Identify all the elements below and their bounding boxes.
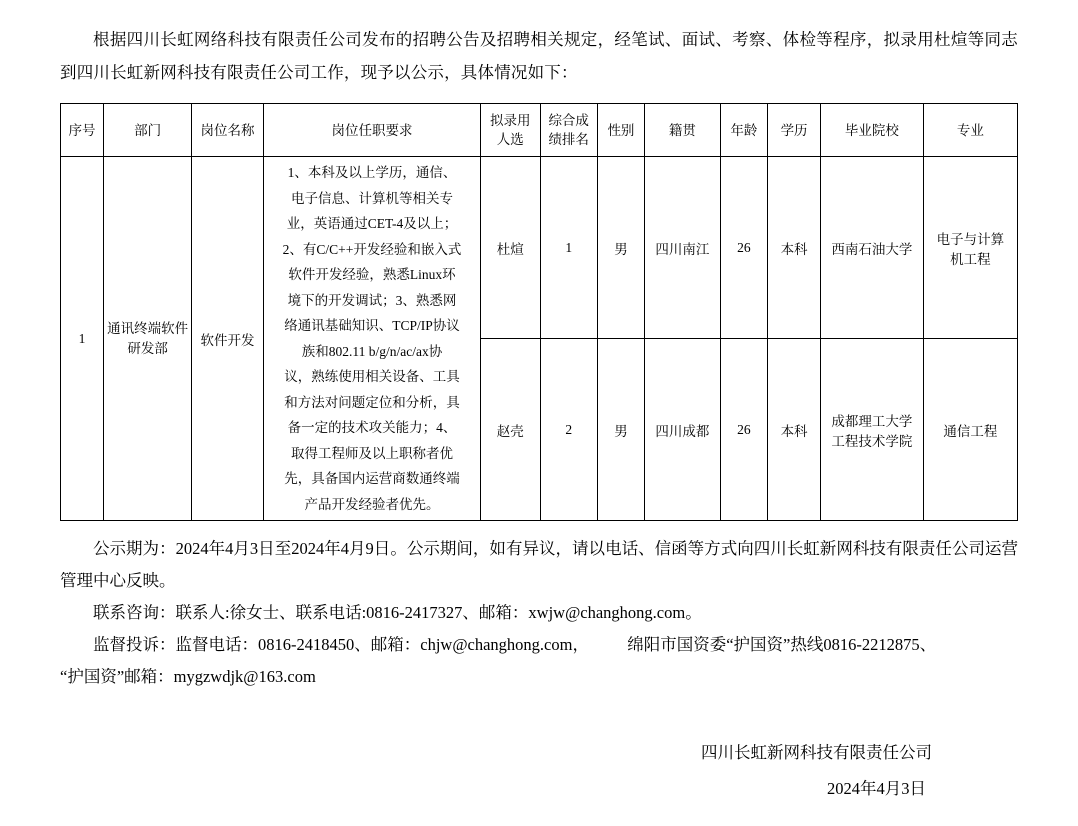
cell-sex: 男 xyxy=(597,339,644,521)
cell-rank: 2 xyxy=(540,339,597,521)
notice-contact: 联系咨询：联系人:徐女士、联系电话:0816-2417327、邮箱：xwjw@changhong.com。 xyxy=(93,603,702,622)
req-line: 2、有C/C++开发经验和嵌入式 xyxy=(282,241,462,257)
cell-native: 四川成都 xyxy=(645,339,721,521)
req-line: 议，熟练使用相关设备、工具 xyxy=(284,369,460,384)
notice-supervise-mail: “护国资”邮箱：mygzwdjk@163.com xyxy=(60,667,316,686)
col-header-sex: 性别 xyxy=(597,104,644,157)
col-header-post: 岗位名称 xyxy=(192,104,264,157)
cell-major-line2: 机工程 xyxy=(950,251,991,267)
col-header-requirement: 岗位任职要求 xyxy=(263,104,480,157)
col-header-seq: 序号 xyxy=(61,104,104,157)
cell-dept-text: 通讯终端软件研发部 xyxy=(107,320,189,356)
req-line: 和方法对问题定位和分析，具 xyxy=(284,394,460,410)
col-header-rank-line2: 绩排名 xyxy=(548,132,589,147)
notice-supervise xyxy=(60,629,1018,661)
cell-major xyxy=(923,157,1017,339)
cell-school: 西南石油大学 xyxy=(821,157,923,339)
cell-school-line1: 成都理工大学 xyxy=(831,413,913,429)
req-line: 族和802.11 b/g/n/ac/ax协 xyxy=(301,343,443,359)
signature-date: 2024年4月3日 xyxy=(827,779,926,798)
notice-period: 公示期为：2024年4月3日至2024年4月9日。公示期间，如有异议，请以电话、信函等方式向四川长虹新网科技有限责任公司运营管理中心反映。 xyxy=(60,539,1018,590)
cell-dept xyxy=(104,157,192,521)
cell-native: 四川南江 xyxy=(645,157,721,339)
cell-major-line1: 电子与计算 xyxy=(936,231,1005,247)
req-line: 取得工程师及以上职称者优 xyxy=(290,445,453,461)
req-line: 境下的开发调试；3、熟悉网 xyxy=(287,292,457,308)
req-line: 络通讯基础知识、TCP/IP协议 xyxy=(284,318,460,333)
cell-seq: 1 xyxy=(61,157,104,521)
cell-requirement xyxy=(263,157,480,521)
col-header-candidate-line2: 人选 xyxy=(496,132,524,147)
req-line: 软件开发经验，熟悉Linux环 xyxy=(288,267,456,282)
req-line: 先，具备国内运营商数通终端 xyxy=(284,471,460,486)
cell-major: 通信工程 xyxy=(923,339,1017,521)
req-line: 电子信息、计算机等相关专 xyxy=(290,190,453,206)
col-header-education: 学历 xyxy=(767,104,820,157)
col-header-dept: 部门 xyxy=(104,104,192,157)
cell-sex: 男 xyxy=(597,157,644,339)
req-line: 1、本科及以上学历，通信、 xyxy=(287,165,457,180)
col-header-rank-line1: 综合成 xyxy=(548,113,589,128)
notice-supervise-line2: 绵阳市国资委“护国资”热线0816-2212875、 xyxy=(627,635,937,654)
col-header-school: 毕业院校 xyxy=(821,104,923,157)
signature-block xyxy=(60,735,1018,807)
col-header-native: 籍贯 xyxy=(645,104,721,157)
intro-paragraph: 根据四川长虹网络科技有限责任公司发布的招聘公告及招聘相关规定，经笔试、面试、考察、体检等程序，拟录用杜煊等同志到四川长虹新网科技有限责任公司工作，现予以公示，具体情况如下： xyxy=(60,30,1018,82)
notice-section xyxy=(60,533,1018,693)
table-header-row xyxy=(61,104,1018,157)
col-header-candidate-line1: 拟录用 xyxy=(490,113,531,128)
notice-supervise-line1: 监督投诉：监督电话：0816-2418450、邮箱：chjw@changhong.com， xyxy=(93,635,589,654)
candidate-table xyxy=(60,103,1018,521)
cell-post: 软件开发 xyxy=(192,157,264,521)
cell-education: 本科 xyxy=(767,157,820,339)
cell-age: 26 xyxy=(720,157,767,339)
cell-age: 26 xyxy=(720,339,767,521)
cell-education: 本科 xyxy=(767,339,820,521)
cell-school xyxy=(821,339,923,521)
req-line: 业，英语通过CET-4及以上； xyxy=(286,216,458,231)
req-line: 备一定的技术攻关能力；4、 xyxy=(287,420,457,435)
req-line: 产品开发经验者优先。 xyxy=(304,496,440,512)
col-header-major: 专业 xyxy=(923,104,1017,157)
col-header-candidate xyxy=(481,104,540,157)
cell-candidate: 杜煊 xyxy=(481,157,540,339)
col-header-rank xyxy=(540,104,597,157)
table-row xyxy=(61,157,1018,339)
col-header-age: 年龄 xyxy=(720,104,767,157)
cell-rank: 1 xyxy=(540,157,597,339)
signature-company: 四川长虹新网科技有限责任公司 xyxy=(701,743,932,762)
cell-candidate: 赵壳 xyxy=(481,339,540,521)
cell-school-line2: 工程技术学院 xyxy=(831,433,913,449)
